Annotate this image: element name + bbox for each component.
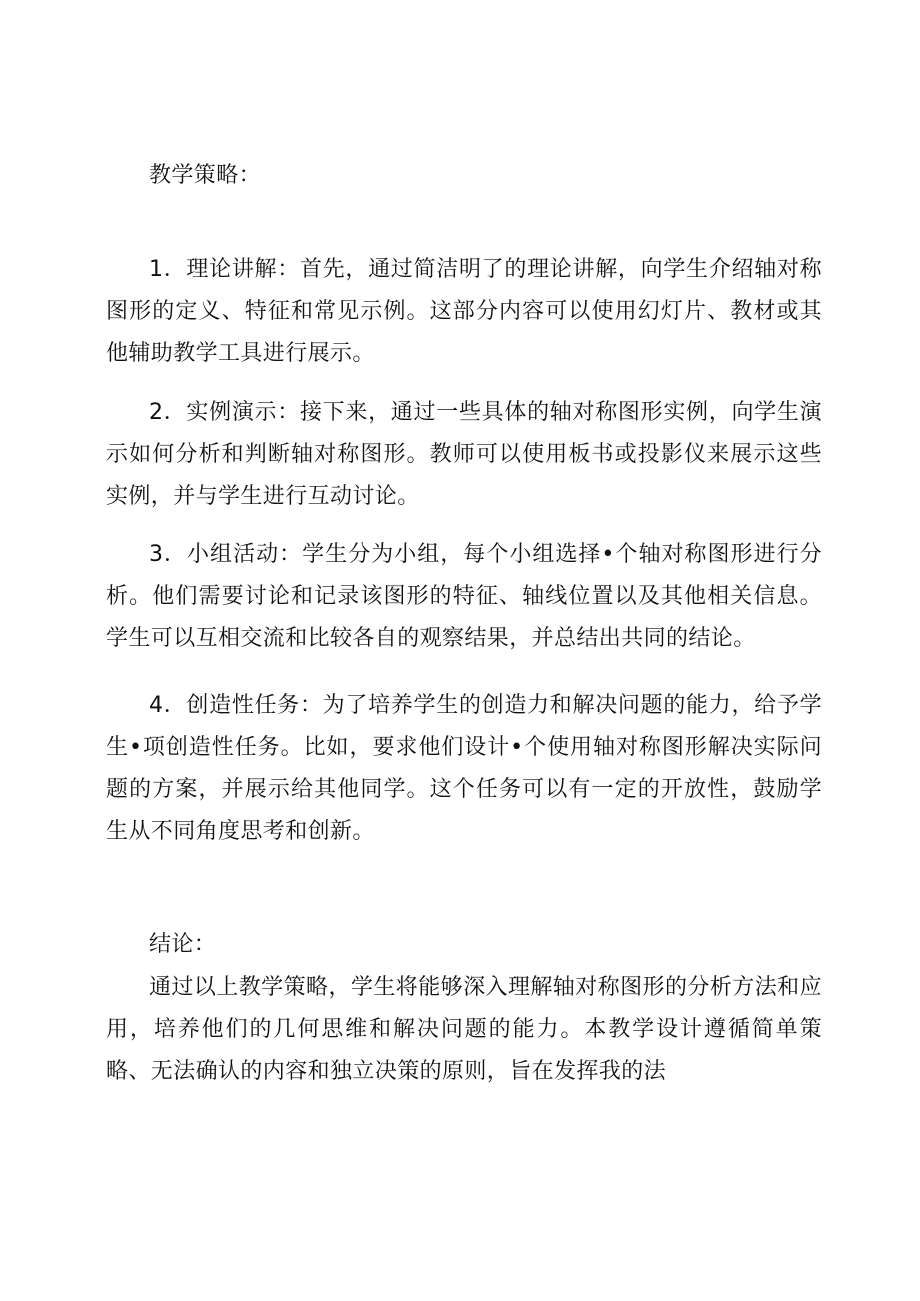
strategy-item-3: 3．小组活动：学生分为小组，每个小组选择•个轴对称图形进行分析。他们需要讨论和记录该图形的特征、轴线位置以及其他相关信息。学生可以互相交流和比较各自的观察结果，并总结出共同的结论。	[106, 542, 822, 651]
conclusion-heading: 结论：	[149, 932, 217, 957]
conclusion-text: 通过以上教学策略，学生将能够深入理解轴对称图形的分析方法和应用，培养他们的几何思维和解决问题的能力。本教学设计遵循简单策略、无法确认的内容和独立决策的原则，旨在发挥我的法	[106, 975, 822, 1084]
strategy-item-4: 4．创造性任务：为了培养学生的创造力和解决问题的能力，给予学生•项创造性任务。比如，要求他们设计•个使用轴对称图形解决实际问题的方案，并展示给其他同学。这个任务可以有一定的开放性，鼓励学生从不同角度思考和创新。	[106, 693, 822, 844]
strategy-item-1: 1．理论讲解：首先，通过简洁明了的理论讲解，向学生介绍轴对称图形的定义、特征和常见示例。这部分内容可以使用幻灯片、教材或其他辅助教学工具进行展示。	[106, 257, 822, 366]
strategy-item-2: 2．实例演示：接下来，通过一些具体的轴对称图形实例，向学生演示如何分析和判断轴对称图形。教师可以使用板书或投影仪来展示这些实例，并与学生进行互动讨论。	[106, 400, 822, 509]
strategy-heading: 教学策略：	[149, 163, 262, 188]
